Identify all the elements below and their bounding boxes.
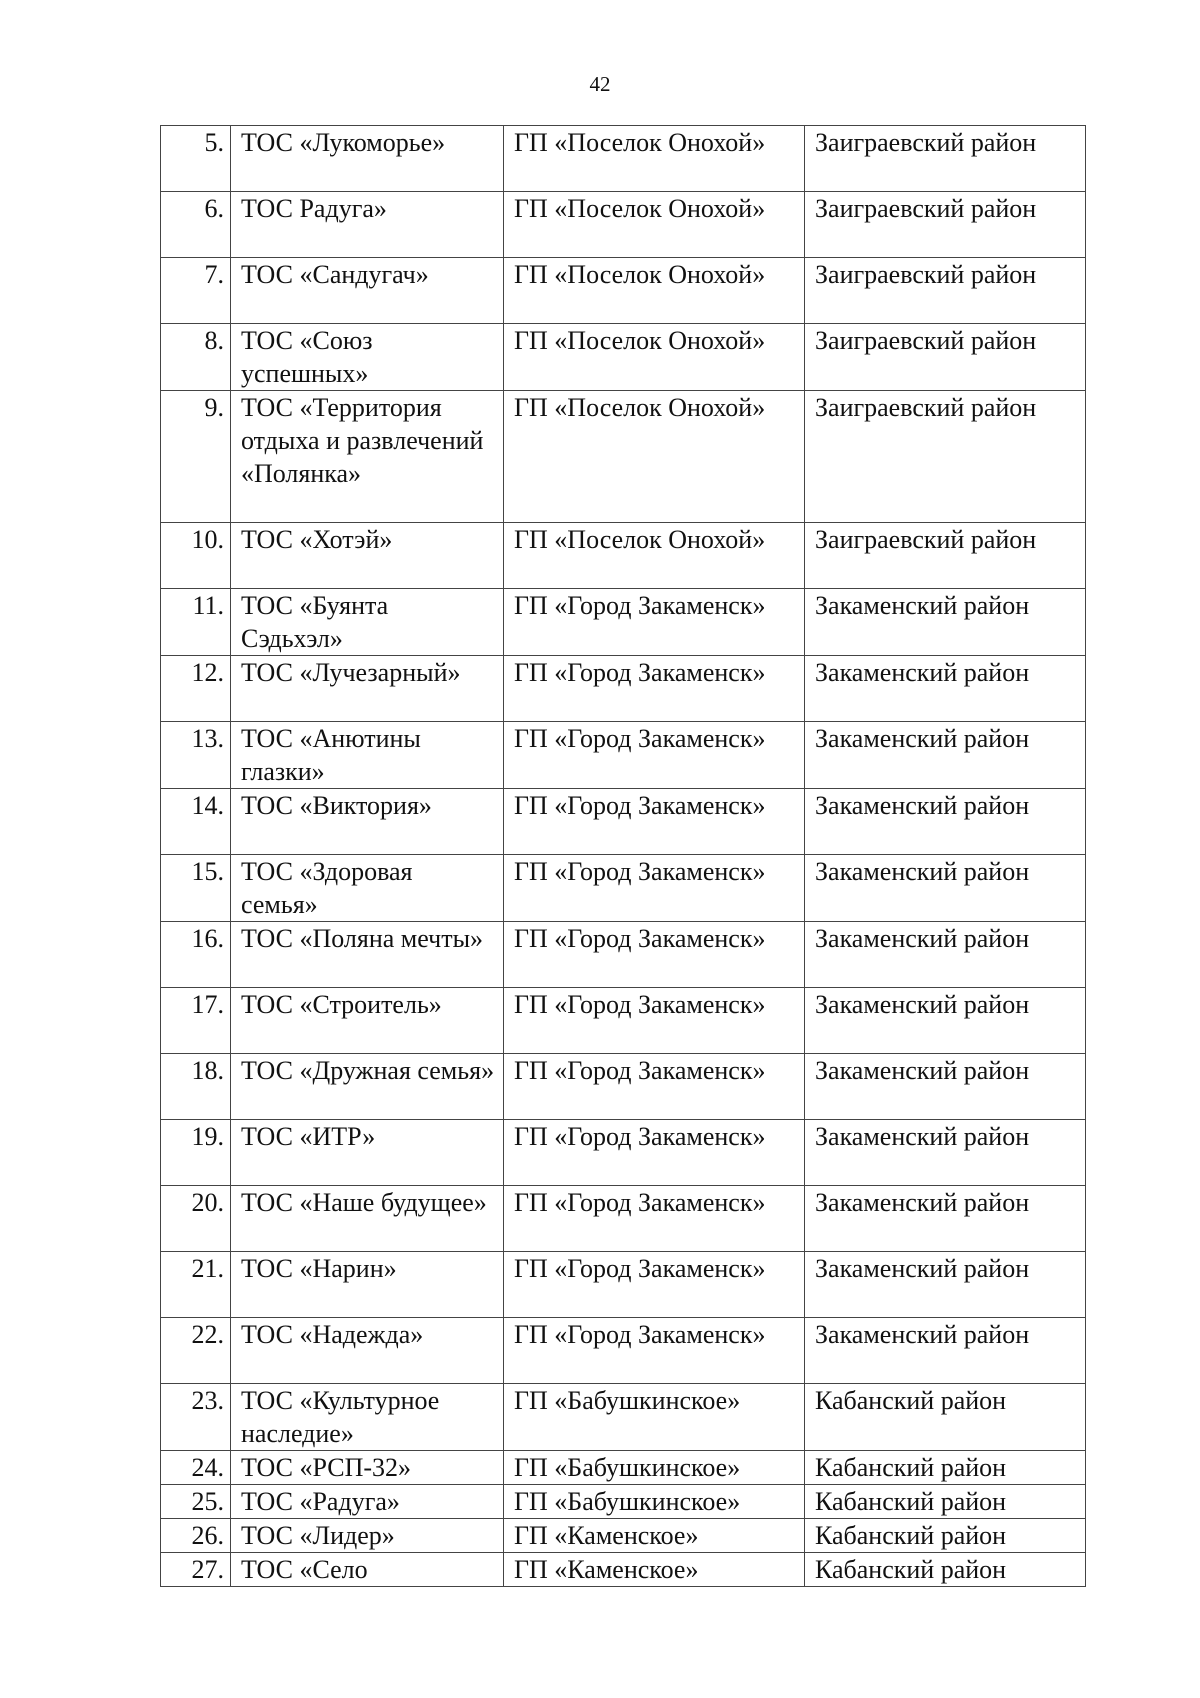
settlement-name: ГП «Город Закаменск» bbox=[504, 1120, 805, 1186]
tos-name: ТОС «Радуга» bbox=[231, 1485, 504, 1519]
table-row bbox=[161, 1252, 1086, 1318]
table-row bbox=[161, 1318, 1086, 1384]
table-row bbox=[161, 126, 1086, 192]
tos-name: ТОС «Здоровая семья» bbox=[231, 855, 504, 922]
row-number: 18. bbox=[161, 1054, 231, 1120]
tos-name: ТОС «Хотэй» bbox=[231, 523, 504, 589]
table-row bbox=[161, 589, 1086, 656]
table-row bbox=[161, 1384, 1086, 1451]
settlement-name: ГП «Город Закаменск» bbox=[504, 1186, 805, 1252]
row-number: 19. bbox=[161, 1120, 231, 1186]
tos-name: ТОС «Наше будущее» bbox=[231, 1186, 504, 1252]
table-row bbox=[161, 922, 1086, 988]
tos-table bbox=[160, 125, 1086, 1587]
settlement-name: ГП «Поселок Онохой» bbox=[504, 324, 805, 391]
tos-name: ТОС «Лукоморье» bbox=[231, 126, 504, 192]
settlement-name: ГП «Город Закаменск» bbox=[504, 722, 805, 789]
row-number: 22. bbox=[161, 1318, 231, 1384]
tos-name: ТОС Радуга» bbox=[231, 192, 504, 258]
tos-name: ТОС «Село bbox=[231, 1553, 504, 1587]
row-number: 7. bbox=[161, 258, 231, 324]
table-row bbox=[161, 391, 1086, 523]
row-number: 14. bbox=[161, 789, 231, 855]
table-row bbox=[161, 1451, 1086, 1485]
settlement-name: ГП «Поселок Онохой» bbox=[504, 258, 805, 324]
district-name: Заиграевский район bbox=[805, 523, 1086, 589]
district-name: Заиграевский район bbox=[805, 126, 1086, 192]
settlement-name: ГП «Город Закаменск» bbox=[504, 1252, 805, 1318]
row-number: 21. bbox=[161, 1252, 231, 1318]
table-row bbox=[161, 324, 1086, 391]
row-number: 27. bbox=[161, 1553, 231, 1587]
table-row bbox=[161, 789, 1086, 855]
district-name: Закаменский район bbox=[805, 1120, 1086, 1186]
tos-name: ТОС «Поляна мечты» bbox=[231, 922, 504, 988]
tos-name: ТОС «Анютины глазки» bbox=[231, 722, 504, 789]
table-row bbox=[161, 1553, 1086, 1587]
table-row bbox=[161, 523, 1086, 589]
table-row bbox=[161, 722, 1086, 789]
tos-name: ТОС «Дружная семья» bbox=[231, 1054, 504, 1120]
row-number: 9. bbox=[161, 391, 231, 523]
settlement-name: ГП «Бабушкинское» bbox=[504, 1485, 805, 1519]
district-name: Заиграевский район bbox=[805, 192, 1086, 258]
settlement-name: ГП «Бабушкинское» bbox=[504, 1451, 805, 1485]
district-name: Кабанский район bbox=[805, 1553, 1086, 1587]
tos-name: ТОС «Сандугач» bbox=[231, 258, 504, 324]
table-row bbox=[161, 1120, 1086, 1186]
row-number: 8. bbox=[161, 324, 231, 391]
table-row bbox=[161, 1054, 1086, 1120]
page-number: 42 bbox=[589, 72, 611, 96]
district-name: Кабанский район bbox=[805, 1485, 1086, 1519]
settlement-name: ГП «Город Закаменск» bbox=[504, 988, 805, 1054]
table-row bbox=[161, 656, 1086, 722]
row-number: 6. bbox=[161, 192, 231, 258]
settlement-name: ГП «Каменское» bbox=[504, 1553, 805, 1587]
tos-name: ТОС «Территория отдыха и развлечений «Полянка» bbox=[231, 391, 504, 523]
settlement-name: ГП «Город Закаменск» bbox=[504, 1318, 805, 1384]
district-name: Закаменский район bbox=[805, 656, 1086, 722]
settlement-name: ГП «Поселок Онохой» bbox=[504, 391, 805, 523]
table-row bbox=[161, 1485, 1086, 1519]
settlement-name: ГП «Поселок Онохой» bbox=[504, 126, 805, 192]
settlement-name: ГП «Каменское» bbox=[504, 1519, 805, 1553]
table-row bbox=[161, 258, 1086, 324]
row-number: 15. bbox=[161, 855, 231, 922]
district-name: Закаменский район bbox=[805, 1054, 1086, 1120]
tos-name: ТОС «Буянта Сэдьхэл» bbox=[231, 589, 504, 656]
tos-name: ТОС «Виктория» bbox=[231, 789, 504, 855]
row-number: 10. bbox=[161, 523, 231, 589]
tos-table-body bbox=[161, 126, 1086, 1587]
settlement-name: ГП «Город Закаменск» bbox=[504, 922, 805, 988]
tos-name: ТОС «Надежда» bbox=[231, 1318, 504, 1384]
district-name: Закаменский район bbox=[805, 855, 1086, 922]
district-name: Кабанский район bbox=[805, 1451, 1086, 1485]
tos-name: ТОС «РСП-32» bbox=[231, 1451, 504, 1485]
district-name: Закаменский район bbox=[805, 722, 1086, 789]
district-name: Кабанский район bbox=[805, 1519, 1086, 1553]
district-name: Закаменский район bbox=[805, 1318, 1086, 1384]
district-name: Закаменский район bbox=[805, 988, 1086, 1054]
district-name: Заиграевский район bbox=[805, 258, 1086, 324]
row-number: 16. bbox=[161, 922, 231, 988]
settlement-name: ГП «Город Закаменск» bbox=[504, 1054, 805, 1120]
settlement-name: ГП «Город Закаменск» bbox=[504, 789, 805, 855]
row-number: 25. bbox=[161, 1485, 231, 1519]
table-row bbox=[161, 1186, 1086, 1252]
row-number: 5. bbox=[161, 126, 231, 192]
settlement-name: ГП «Город Закаменск» bbox=[504, 855, 805, 922]
tos-name: ТОС «Союз успешных» bbox=[231, 324, 504, 391]
district-name: Закаменский район bbox=[805, 1186, 1086, 1252]
table-row bbox=[161, 192, 1086, 258]
row-number: 13. bbox=[161, 722, 231, 789]
settlement-name: ГП «Поселок Онохой» bbox=[504, 192, 805, 258]
district-name: Заиграевский район bbox=[805, 391, 1086, 523]
settlement-name: ГП «Бабушкинское» bbox=[504, 1384, 805, 1451]
row-number: 11. bbox=[161, 589, 231, 656]
tos-name: ТОС «Нарин» bbox=[231, 1252, 504, 1318]
settlement-name: ГП «Поселок Онохой» bbox=[504, 523, 805, 589]
district-name: Закаменский район bbox=[805, 789, 1086, 855]
settlement-name: ГП «Город Закаменск» bbox=[504, 656, 805, 722]
district-name: Кабанский район bbox=[805, 1384, 1086, 1451]
tos-name: ТОС «ИТР» bbox=[231, 1120, 504, 1186]
row-number: 17. bbox=[161, 988, 231, 1054]
tos-name: ТОС «Строитель» bbox=[231, 988, 504, 1054]
row-number: 23. bbox=[161, 1384, 231, 1451]
row-number: 24. bbox=[161, 1451, 231, 1485]
tos-name: ТОС «Лидер» bbox=[231, 1519, 504, 1553]
district-name: Заиграевский район bbox=[805, 324, 1086, 391]
tos-name: ТОС «Культурное наследие» bbox=[231, 1384, 504, 1451]
table-row bbox=[161, 1519, 1086, 1553]
table-row bbox=[161, 988, 1086, 1054]
district-name: Закаменский район bbox=[805, 922, 1086, 988]
tos-name: ТОС «Лучезарный» bbox=[231, 656, 504, 722]
district-name: Закаменский район bbox=[805, 589, 1086, 656]
row-number: 12. bbox=[161, 656, 231, 722]
row-number: 26. bbox=[161, 1519, 231, 1553]
table-row bbox=[161, 855, 1086, 922]
settlement-name: ГП «Город Закаменск» bbox=[504, 589, 805, 656]
district-name: Закаменский район bbox=[805, 1252, 1086, 1318]
row-number: 20. bbox=[161, 1186, 231, 1252]
